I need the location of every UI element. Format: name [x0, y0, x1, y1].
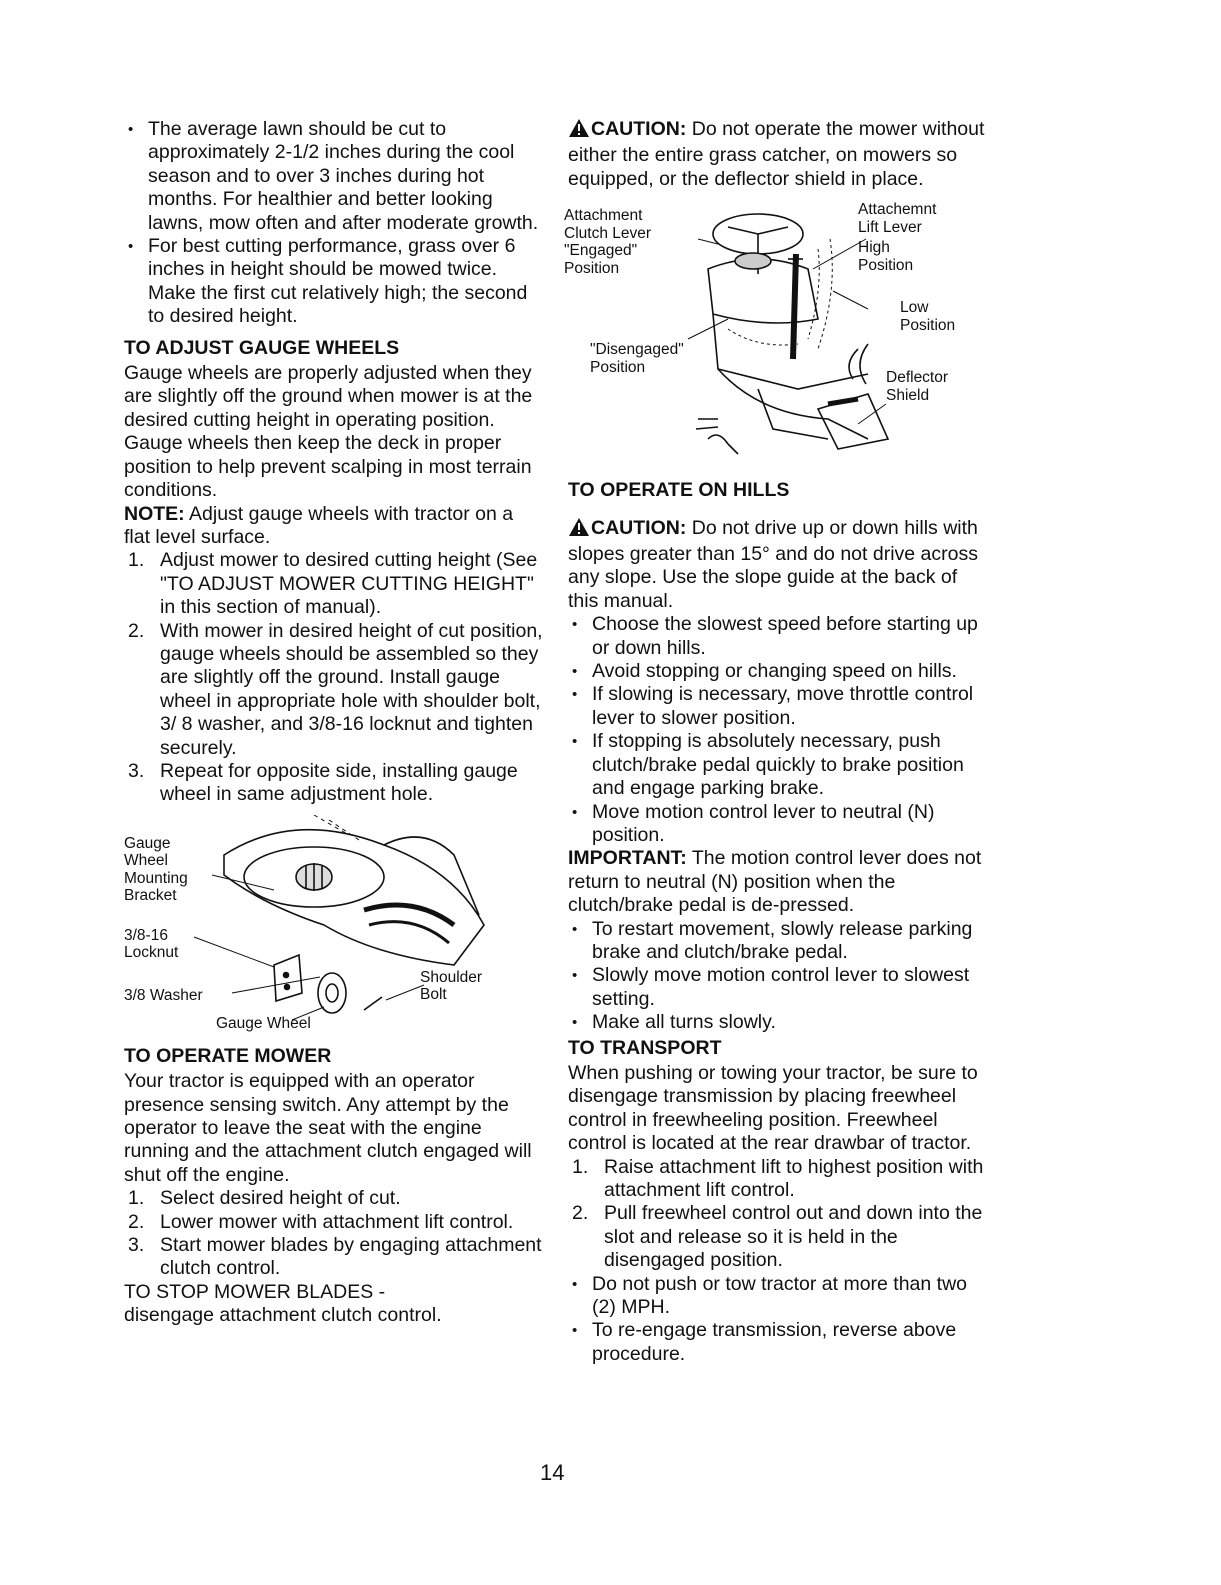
step-number: 1. — [572, 1155, 589, 1178]
label-line: "Disengaged" — [590, 341, 684, 359]
label-line: Lift Lever — [858, 218, 922, 236]
high-position-label — [858, 239, 913, 274]
step-number: 1. — [128, 1187, 145, 1210]
list-item: • Avoid stopping or changing speed on hills. — [568, 660, 988, 683]
step-text: Raise attachment lift to highest position with attachment lift control. — [604, 1155, 984, 1201]
low-position-label — [900, 299, 955, 334]
clutch-lever-engaged-label — [564, 207, 651, 277]
label-line: High — [858, 239, 890, 257]
list-item: • For best cutting performance, grass over 6 inches in height should be mowed twice. Make the first cut relatively high; the second to desired height. — [124, 235, 544, 329]
list-item: • To re-engage transmission, reverse above procedure. — [568, 1319, 988, 1366]
step-text: Adjust mower to desired cutting height (See "TO ADJUST MOWER CUTTING HEIGHT" in this section of manual). — [160, 549, 538, 619]
label-line: Position — [564, 259, 620, 277]
list-item: • Do not push or tow tractor at more than two (2) MPH. — [568, 1273, 988, 1320]
label-line: Locknut — [124, 944, 179, 962]
left-column — [124, 118, 544, 1328]
shoulder-bolt-label — [420, 969, 482, 1004]
label-line: 3/8-16 — [124, 926, 168, 944]
list-item: • To restart movement, slowly release parking brake and clutch/brake pedal. — [568, 918, 988, 965]
disengaged-position-label — [590, 341, 684, 376]
gauge-wheels-heading: TO ADJUST GAUGE WHEELS — [124, 336, 400, 359]
label-line: Shoulder — [420, 968, 483, 986]
step-text: Start mower blades by engaging attachment clutch control. — [160, 1234, 542, 1280]
mowing-tips-list — [124, 118, 544, 329]
list-item: • The average lawn should be cut to approximately 2-1/2 inches during the cool season and to over 3 inches during hot months. For healthier and better looking lawns, mow often and after moderate growth. — [124, 118, 544, 235]
restart-tips-list — [568, 918, 988, 1035]
label-line: Deflector — [886, 369, 949, 387]
list-item: • If stopping is absolutely necessary, push clutch/brake pedal quickly to brake position and engage parking brake. — [568, 730, 988, 800]
caution-text: Do not drive up or down hills with slopes greater than 15° and do not drive across any slope. Use the slope guide at the back of this manual. — [568, 516, 978, 612]
list-item: • Choose the slowest speed before starting up or down hills. — [568, 613, 988, 660]
step-number: 3. — [128, 759, 145, 782]
step-text: Repeat for opposite side, installing gauge wheel in same adjustment hole. — [160, 759, 518, 806]
stop-blades-text: disengage attachment clutch control. — [124, 1304, 442, 1327]
list-item — [124, 620, 544, 760]
operate-mower-paragraph: Your tractor is equipped with an operator presence sensing switch. Any attempt by the operator to leave the seat with the engine running and the attachment clutch engaged will shut off the engine. — [124, 1070, 532, 1186]
list-item — [124, 1211, 544, 1234]
label-line: Position — [858, 256, 914, 274]
label-line: Shield — [886, 386, 930, 404]
transport-heading: TO TRANSPORT — [568, 1036, 722, 1059]
label-line: Wheel — [124, 852, 168, 870]
step-text: Pull freewheel control out and down into the slot and release so it is held in the disengaged position. — [604, 1202, 983, 1272]
label-line: Attachemnt — [858, 201, 937, 219]
important-paragraph — [568, 847, 988, 917]
step-text: With mower in desired height of cut position, gauge wheels should be assembled so they are slightly off the ground. Install gauge wheel in appropriate hole with shoulder bolt, 3/ 8 washer, and 3/8-16 locknut and tighten securely. — [160, 619, 543, 759]
note-text: Adjust gauge wheels with tractor on a flat level surface. — [124, 502, 514, 548]
step-number: 2. — [128, 619, 145, 642]
label-line: Clutch Lever — [564, 224, 652, 242]
transport-paragraph: When pushing or towing your tractor, be sure to disengage transmission by placing freewheel control in freewheeling position. Freewheel control is located at the rear drawbar of tractor. — [568, 1061, 978, 1155]
list-item — [124, 549, 544, 619]
important-label: IMPORTANT: — [568, 847, 687, 870]
list-item: • Make all turns slowly. — [568, 1011, 988, 1034]
operate-mower-heading: TO OPERATE MOWER — [124, 1044, 332, 1067]
caution-deflector-paragraph — [568, 118, 988, 191]
caution-label: CAUTION: — [591, 118, 687, 140]
gauge-wheel-label: Gauge Wheel — [216, 1014, 311, 1032]
list-item: • Slowly move motion control lever to slowest setting. — [568, 964, 988, 1011]
label-line: Attachment — [564, 207, 643, 225]
gauge-wheels-paragraph: Gauge wheels are properly adjusted when they are slightly off the ground when mower is at the desired cutting height in operating position. Gauge wheels then keep the deck in proper position to help prevent scalping in most terrain conditions. — [124, 362, 533, 502]
washer-label: 3/8 Washer — [124, 986, 203, 1004]
step-text: Select desired height of cut. — [160, 1187, 401, 1210]
list-item — [124, 1234, 544, 1281]
warning-triangle-icon — [568, 118, 590, 144]
label-line: "Engaged" — [564, 242, 638, 260]
step-number: 3. — [128, 1234, 145, 1257]
locknut-label — [124, 927, 178, 962]
note-paragraph — [124, 503, 544, 550]
gauge-wheel-mounting-bracket-label — [124, 835, 188, 905]
label-line: Bolt — [420, 986, 447, 1004]
gauge-wheel-figure — [124, 815, 544, 1037]
caution-label: CAUTION: — [591, 516, 687, 539]
transport-steps-list — [568, 1156, 988, 1273]
attachment-lever-figure — [564, 199, 988, 469]
note-label: NOTE: — [124, 502, 185, 525]
list-item: • Move motion control lever to neutral (N) position. — [568, 801, 988, 848]
hills-heading: TO OPERATE ON HILLS — [568, 479, 790, 502]
label-line: Position — [590, 358, 646, 376]
important-text: The motion control lever does not return to neutral (N) position when the clutch/brake pedal is de-pressed. — [568, 847, 982, 917]
right-column — [564, 118, 988, 1366]
step-number: 2. — [128, 1210, 145, 1233]
label-line: Bracket — [124, 887, 177, 905]
list-item: • If slowing is necessary, move throttle control lever to slower position. — [568, 683, 988, 730]
label-line: Low — [900, 299, 929, 317]
list-item — [124, 1187, 544, 1210]
list-item — [124, 760, 544, 807]
stop-blades-heading: TO STOP MOWER BLADES - — [124, 1280, 386, 1303]
label-line: Mounting — [124, 869, 188, 887]
deflector-shield-label — [886, 369, 948, 404]
list-item — [568, 1202, 988, 1272]
hills-tips-list — [568, 613, 988, 847]
step-text: Lower mower with attachment lift control. — [160, 1210, 514, 1233]
step-number: 2. — [572, 1202, 589, 1225]
list-item — [568, 1156, 988, 1203]
gauge-steps-list — [124, 549, 544, 806]
step-number: 1. — [128, 549, 145, 572]
caution-hills-paragraph — [568, 517, 988, 614]
operate-steps-list — [124, 1187, 544, 1281]
label-line: Position — [900, 316, 956, 334]
transport-tips-list — [568, 1273, 988, 1367]
caution-text: Do not operate the mower without either the entire grass catcher, on mowers so equipped, or the deflector shield in place. — [568, 118, 985, 190]
warning-triangle-icon — [568, 517, 590, 543]
lift-lever-label — [858, 201, 936, 236]
label-line: Gauge — [124, 834, 171, 852]
page-number: 14 — [540, 1460, 565, 1485]
